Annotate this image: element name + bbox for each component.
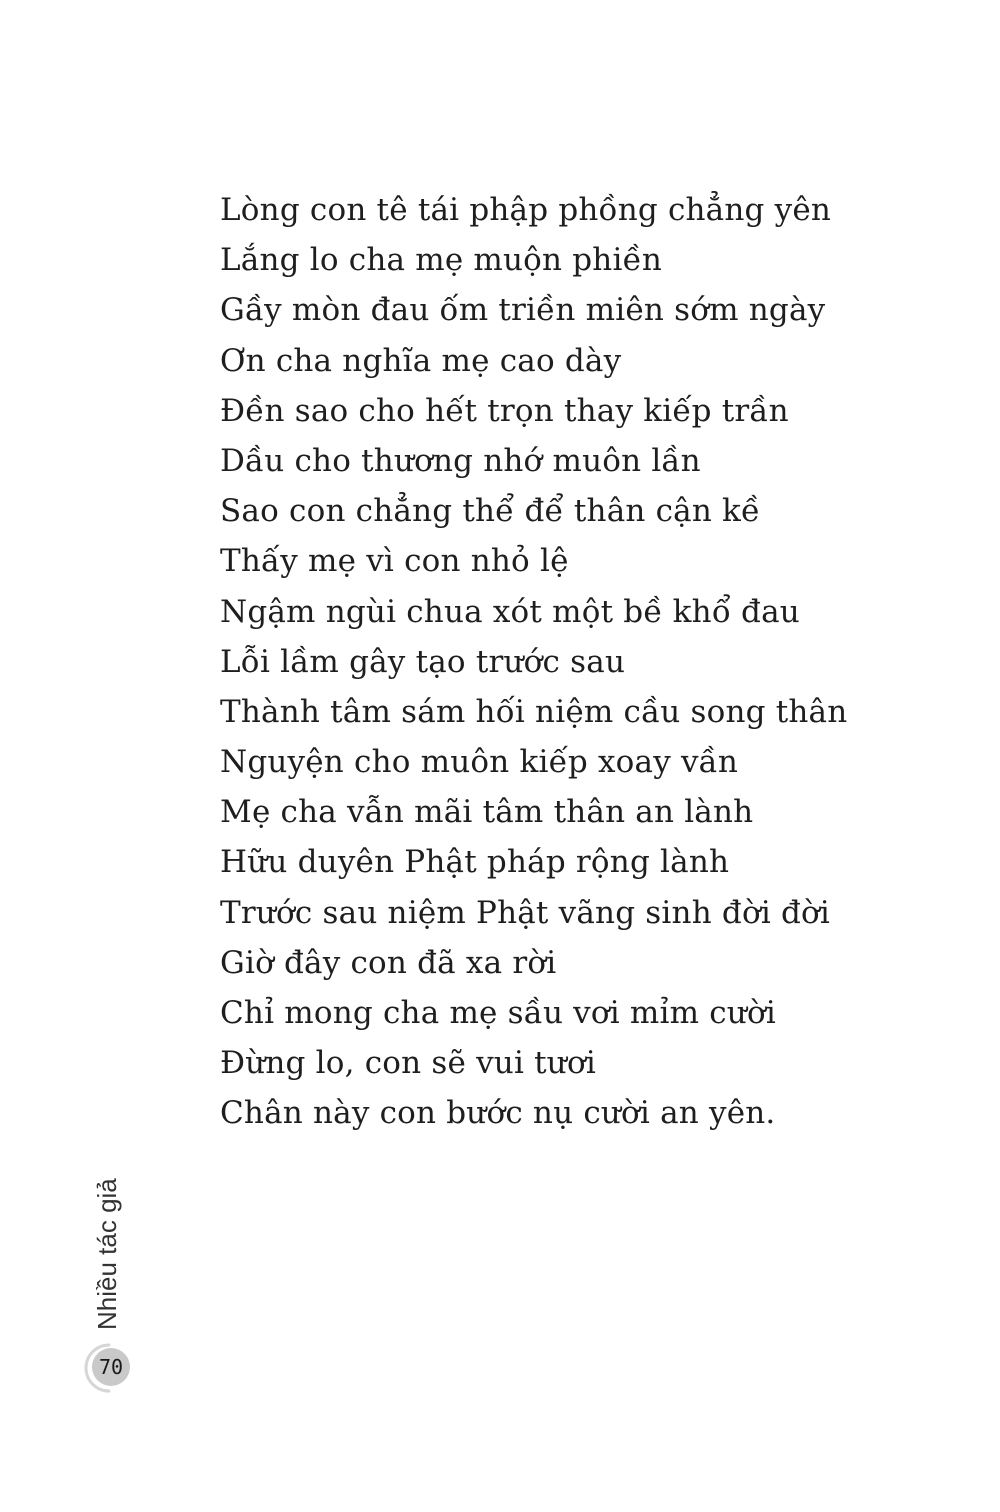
poem-line: Hữu duyên Phật pháp rộng lành <box>220 844 730 881</box>
poem-line: Đừng lo, con sẽ vui tươi <box>220 1045 596 1082</box>
poem-line: Trước sau niệm Phật vãng sinh đời đời <box>220 894 831 931</box>
poem-line: Ngậm ngùi chua xót một bề khổ đau <box>220 593 800 630</box>
running-head <box>91 1150 123 1330</box>
poem-line: Gầy mòn đau ốm triền miên sớm ngày <box>220 292 826 329</box>
poem-line: Ơn cha nghĩa mẹ cao dày <box>220 342 622 379</box>
poem-line: Dầu cho thương nhớ muôn lần <box>220 442 701 479</box>
page-number-badge <box>82 1340 136 1394</box>
poem-line: Chỉ mong cha mẹ sầu vơi mỉm cười <box>220 995 776 1031</box>
poem-line: Sao con chẳng thể để thân cận kề <box>220 493 761 530</box>
poem-line: Thành tâm sám hối niệm cầu song thân <box>220 693 848 730</box>
poem-line: Đền sao cho hết trọn thay kiếp trần <box>220 392 789 429</box>
poem-line: Lỗi lầm gây tạo trước sau <box>220 643 626 680</box>
poem-line: Lòng con tê tái phập phồng chẳng yên <box>220 192 832 228</box>
poem-line: Giờ đây con đã xa rời <box>220 944 557 981</box>
poem-line: Chân này con bước nụ cười an yên. <box>220 1095 776 1132</box>
running-head-text: Nhiều tác giả <box>92 1178 122 1330</box>
poem-line: Mẹ cha vẫn mãi tâm thân an lành <box>220 794 754 831</box>
poem <box>220 185 847 1139</box>
poem-line: Thấy mẹ vì con nhỏ lệ <box>220 543 569 580</box>
page-number: 70 <box>98 1355 124 1379</box>
poem-line: Nguyện cho muôn kiếp xoay vần <box>220 744 739 781</box>
poem-line: Lắng lo cha mẹ muộn phiền <box>220 242 663 279</box>
